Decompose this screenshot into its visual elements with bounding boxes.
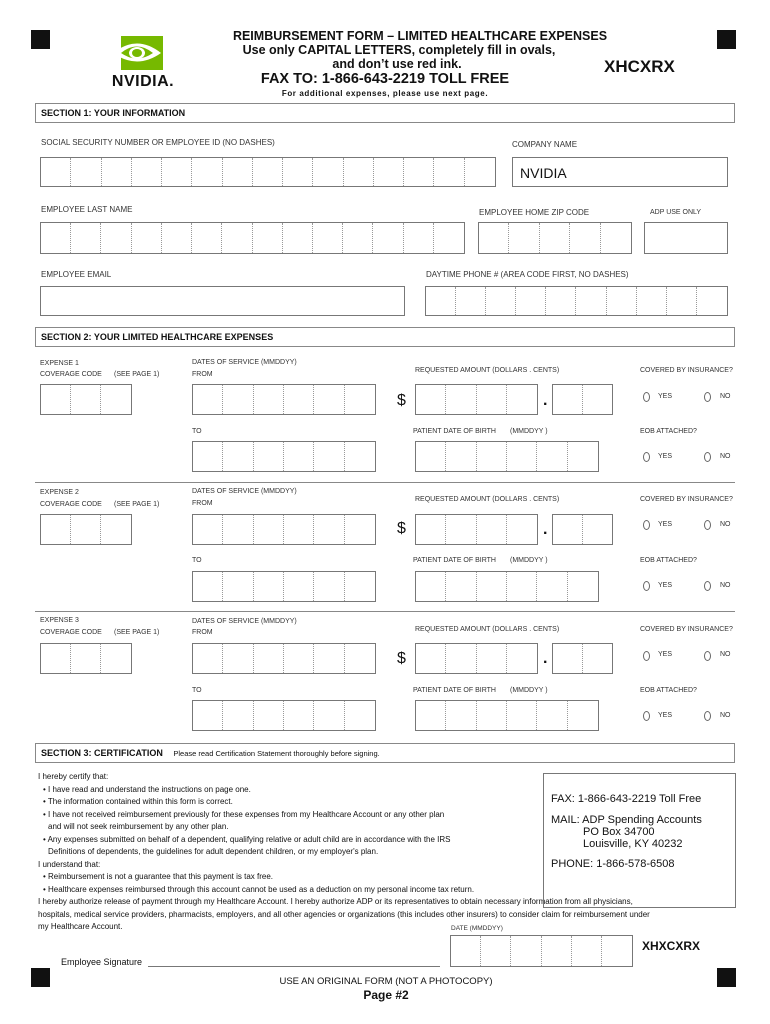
dates-of-service-label: DATES OF SERVICE (MMDDYY) xyxy=(192,618,297,625)
section-3-header xyxy=(35,743,735,763)
cert-line: hospitals, medical service providers, pharmacists, employers, and all other agencies or organizations (this includes other insurers) to consider claim for reimbursement under xyxy=(38,909,650,919)
expense-label: EXPENSE 3 xyxy=(40,617,79,624)
covered-by-insurance-label: COVERED BY INSURANCE? xyxy=(640,626,733,633)
patient-dob-input[interactable] xyxy=(415,700,599,731)
expense-label: EXPENSE 2 xyxy=(40,489,79,496)
company-name-label: COMPANY NAME xyxy=(512,140,578,149)
phone-input[interactable] xyxy=(425,286,728,316)
coverage-code-label: COVERAGE CODE xyxy=(40,501,102,508)
eob-no-label: NO xyxy=(720,453,731,460)
date-from-input[interactable] xyxy=(192,384,376,415)
insurance-no-radio[interactable] xyxy=(704,520,711,530)
cert-line: Definitions of dependents, the guidelines for adult dependent children, or my employer's plan. xyxy=(48,847,379,856)
section-1-header xyxy=(35,103,735,123)
section-3-title: SECTION 3: CERTIFICATION xyxy=(41,748,163,758)
section-3-instruction: Please read Certification Statement thoroughly before signing. xyxy=(173,749,380,758)
eob-yes-label: YES xyxy=(658,453,673,460)
instruction-line-1: Use only CAPITAL LETTERS, completely fill in ovals, xyxy=(242,43,556,57)
contact-box xyxy=(543,773,736,908)
amount-dollars-input[interactable] xyxy=(415,514,538,545)
eob-yes-label: YES xyxy=(658,712,673,719)
insurance-yes-radio[interactable] xyxy=(643,651,650,661)
additional-expenses-note: For additional expenses, please use next page. xyxy=(281,89,489,98)
phone-label: DAYTIME PHONE # (AREA CODE FIRST, NO DASHES) xyxy=(426,270,629,279)
date-to-input[interactable] xyxy=(192,441,376,472)
company-name-field[interactable] xyxy=(512,157,728,187)
date-to-input[interactable] xyxy=(192,571,376,602)
requested-amount-label: REQUESTED AMOUNT (DOLLARS . CENTS) xyxy=(415,626,560,633)
see-page-label: (SEE PAGE 1) xyxy=(114,371,160,378)
covered-by-insurance-label: COVERED BY INSURANCE? xyxy=(640,496,733,503)
insurance-no-label: NO xyxy=(720,521,731,528)
cert-line: • The information contained within this form is correct. xyxy=(43,797,233,806)
eob-yes-label: YES xyxy=(658,582,673,589)
insurance-yes-label: YES xyxy=(658,651,673,658)
dollar-sign: $ xyxy=(397,392,406,409)
covered-by-insurance-label: COVERED BY INSURANCE? xyxy=(640,367,733,374)
dates-of-service-label: DATES OF SERVICE (MMDDYY) xyxy=(192,488,297,495)
contact-mail-line-2: PO Box 34700 xyxy=(583,826,655,838)
cert-line: my Healthcare Account. xyxy=(38,922,123,931)
patient-dob-format: (MMDDYY ) xyxy=(510,687,548,694)
dates-of-service-label: DATES OF SERVICE (MMDDYY) xyxy=(192,359,297,366)
zip-code-input[interactable] xyxy=(478,222,632,254)
original-form-notice: USE AN ORIGINAL FORM (NOT A PHOTOCOPY) xyxy=(279,976,493,987)
form-title: REIMBURSEMENT FORM – LIMITED HEALTHCARE EXPENSES xyxy=(232,29,608,43)
section-2-header xyxy=(35,327,735,347)
eob-no-radio[interactable] xyxy=(704,711,711,721)
coverage-code-input[interactable] xyxy=(40,514,132,545)
date-from-input[interactable] xyxy=(192,643,376,674)
insurance-yes-label: YES xyxy=(658,521,673,528)
insurance-no-radio[interactable] xyxy=(704,651,711,661)
cert-line: I hereby authorize release of payment through my Healthcare Account. I hereby authorize ADP or its representatives to obtain necessary information from all physicians, xyxy=(38,897,633,906)
eob-attached-label: EOB ATTACHED? xyxy=(640,557,697,564)
coverage-code-label: COVERAGE CODE xyxy=(40,629,102,636)
patient-dob-format: (MMDDYY ) xyxy=(510,557,548,564)
form-code-footer: XHXCXRX xyxy=(642,939,701,953)
contact-mail-line-3: Louisville, KY 40232 xyxy=(583,838,683,850)
see-page-label: (SEE PAGE 1) xyxy=(114,501,160,508)
requested-amount-label: REQUESTED AMOUNT (DOLLARS . CENTS) xyxy=(415,496,560,503)
eob-no-label: NO xyxy=(720,712,731,719)
expense-label: EXPENSE 1 xyxy=(40,360,79,367)
contact-fax: FAX: 1-866-643-2219 Toll Free xyxy=(551,793,702,805)
fax-header: FAX TO: 1-866-643-2219 TOLL FREE xyxy=(260,71,510,87)
eob-yes-radio[interactable] xyxy=(643,581,650,591)
decimal-point: . xyxy=(543,392,548,409)
dollar-sign: $ xyxy=(397,520,406,537)
decimal-point: . xyxy=(543,521,548,538)
insurance-no-label: NO xyxy=(720,651,731,658)
eob-no-label: NO xyxy=(720,582,731,589)
signature-date-input[interactable] xyxy=(450,935,633,967)
cert-line: • I have read and understand the instructions on page one. xyxy=(43,784,251,794)
cert-line: • Healthcare expenses reimbursed through this account cannot be used as a deduction on my personal income tax return. xyxy=(43,884,475,894)
patient-dob-input[interactable] xyxy=(415,441,599,472)
contact-mail-line-1: MAIL: ADP Spending Accounts xyxy=(551,814,702,826)
date-label: DATE (MMDDYY) xyxy=(451,925,503,932)
employee-signature-line[interactable] xyxy=(148,966,440,967)
from-label: FROM xyxy=(192,629,213,636)
amount-cents-input[interactable] xyxy=(552,514,613,545)
from-label: FROM xyxy=(192,371,213,378)
eob-attached-label: EOB ATTACHED? xyxy=(640,687,697,694)
patient-dob-label: PATIENT DATE OF BIRTH xyxy=(413,428,496,435)
to-label: TO xyxy=(192,428,202,435)
from-label: FROM xyxy=(192,500,213,507)
email-label: EMPLOYEE EMAIL xyxy=(41,270,112,279)
page-number: Page #2 xyxy=(363,988,409,1002)
employee-signature-label: Employee Signature xyxy=(61,957,143,967)
insurance-no-radio[interactable] xyxy=(704,392,711,402)
eob-yes-radio[interactable] xyxy=(643,452,650,462)
instruction-line-2: and don’t use red ink. xyxy=(332,57,462,71)
cert-line: I hereby certify that: xyxy=(38,772,109,781)
cert-line: • Any expenses submitted on behalf of a dependent, qualifying relative or adult child are in accordance with the IRS xyxy=(43,834,451,844)
email-field[interactable] xyxy=(40,286,405,316)
date-to-input[interactable] xyxy=(192,700,376,731)
eob-yes-radio[interactable] xyxy=(643,711,650,721)
coverage-code-input[interactable] xyxy=(40,384,132,415)
zip-code-label: EMPLOYEE HOME ZIP CODE xyxy=(479,208,590,217)
section-2-title: SECTION 2: YOUR LIMITED HEALTHCARE EXPENSES xyxy=(41,332,274,342)
ssn-label: SOCIAL SECURITY NUMBER OR EMPLOYEE ID (NO DASHES) xyxy=(41,138,275,147)
cert-line: and will not seek reimbursement by any other plan. xyxy=(48,822,229,831)
eob-no-radio[interactable] xyxy=(704,452,711,462)
patient-dob-input[interactable] xyxy=(415,571,599,602)
last-name-label: EMPLOYEE LAST NAME xyxy=(41,205,133,214)
insurance-no-label: NO xyxy=(720,393,731,400)
amount-cents-input[interactable] xyxy=(552,643,613,674)
dollar-sign: $ xyxy=(397,650,406,667)
eob-attached-label: EOB ATTACHED? xyxy=(640,428,697,435)
amount-dollars-input[interactable] xyxy=(415,384,538,415)
amount-cents-input[interactable] xyxy=(552,384,613,415)
requested-amount-label: REQUESTED AMOUNT (DOLLARS . CENTS) xyxy=(415,367,560,374)
coverage-code-label: COVERAGE CODE xyxy=(40,371,102,378)
section-1-title: SECTION 1: YOUR INFORMATION xyxy=(41,108,186,118)
cert-line: • I have not received reimbursement previously for these expenses from my Healthcare Account or any other plan xyxy=(43,809,445,819)
decimal-point: . xyxy=(543,650,548,667)
patient-dob-label: PATIENT DATE OF BIRTH xyxy=(413,687,496,694)
patient-dob-format: (MMDDYY ) xyxy=(510,428,548,435)
ssn-input[interactable] xyxy=(40,157,496,187)
insurance-yes-label: YES xyxy=(658,393,673,400)
last-name-input[interactable] xyxy=(40,222,465,254)
patient-dob-label: PATIENT DATE OF BIRTH xyxy=(413,557,496,564)
company-name-value: NVIDIA xyxy=(520,165,567,181)
cert-line: I understand that: xyxy=(38,859,101,869)
form-code-header: XHCXRX xyxy=(604,57,675,76)
insurance-yes-radio[interactable] xyxy=(643,520,650,530)
to-label: TO xyxy=(192,557,202,564)
expense-divider xyxy=(35,611,735,612)
nvidia-wordmark: NVIDIA. xyxy=(111,73,175,90)
adp-use-only-label: ADP USE ONLY xyxy=(650,209,702,216)
coverage-code-input[interactable] xyxy=(40,643,132,674)
expense-divider xyxy=(35,482,735,483)
to-label: TO xyxy=(192,687,202,694)
adp-use-only-field xyxy=(644,222,728,254)
eob-no-radio[interactable] xyxy=(704,581,711,591)
insurance-yes-radio[interactable] xyxy=(643,392,650,402)
amount-dollars-input[interactable] xyxy=(415,643,538,674)
cert-line: • Reimbursement is not a guarantee that this payment is tax free. xyxy=(43,872,274,881)
contact-phone: PHONE: 1-866-578-6508 xyxy=(551,858,675,870)
see-page-label: (SEE PAGE 1) xyxy=(114,629,160,636)
date-from-input[interactable] xyxy=(192,514,376,545)
